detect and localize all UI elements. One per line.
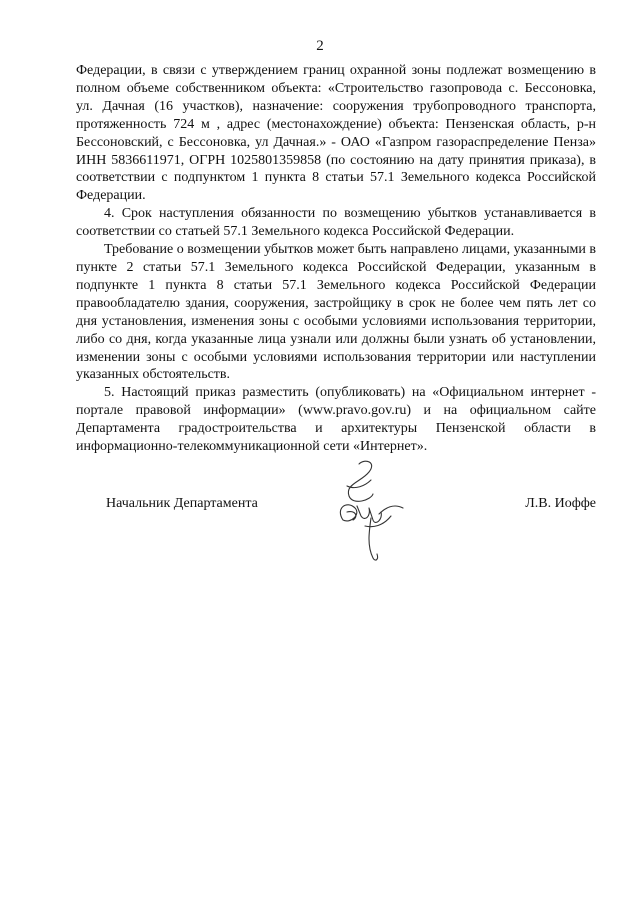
paragraph-item-5: 5. Настоящий приказ разместить (опубликовать) на «Официальном интернет - портале правовой информации» (www.pravo.gov.ru) и на официальном сайте Департамента градостроительства и архитектуры Пензенской области в информационно-телекоммуникационной сети «Интернет». <box>76 385 596 455</box>
paragraph-compensation-claim: Требование о возмещении убытков может быть направлено лицами, указанными в пункте 2 статьи 57.1 Земельного кодекса Российской Федерации, указанным в подпункте 1 пункта 8 статьи 57.1 Земельного кодекса Российской Федерации правообладателю здания, сооружения, застройщику в срок не более чем пять лет со дня установления, изменения зоны с особыми условиями использования территории, либо со дня, когда указанные лица узнали или должны были узнать об установлении, изменении зоны с особыми условиями использования территории или наступлении указанных обстоятельств. <box>76 242 596 383</box>
paragraph-item-4: 4. Срок наступления обязанности по возмещению убытков устанавливается в соответствии со статьей 57.1 Земельного кодекса Российской Федерации. <box>76 206 596 240</box>
signer-name: Л.В. Иоффе <box>525 496 596 511</box>
paragraph-continuation: Федерации, в связи с утверждением границ охранной зоны подлежат возмещению в полном объеме собственником объекта: «Строительство газопровода с. Бессоновка, ул. Дачная (16 участков), назначение: сооружения трубопроводного транспорта, протяженность 724 м , адрес (местонахождение) объекта: Пензенская область, р-н Бессоновский, с Бессоновка, ул Дачная.» - ОАО «Газпром газораспределение Пенза» ИНН 5836611971, ОГРН 1025801359858 (по состоянию на дату принятия приказа), в соответствии с подпунктом 1 пункта 8 статьи 57.1 Земельного кодекса Российской Федерации. <box>76 63 596 204</box>
document-body <box>76 62 596 456</box>
page-number: 2 <box>316 38 324 54</box>
signer-title: Начальник Департамента <box>106 496 258 511</box>
handwritten-signature-icon <box>325 456 415 566</box>
